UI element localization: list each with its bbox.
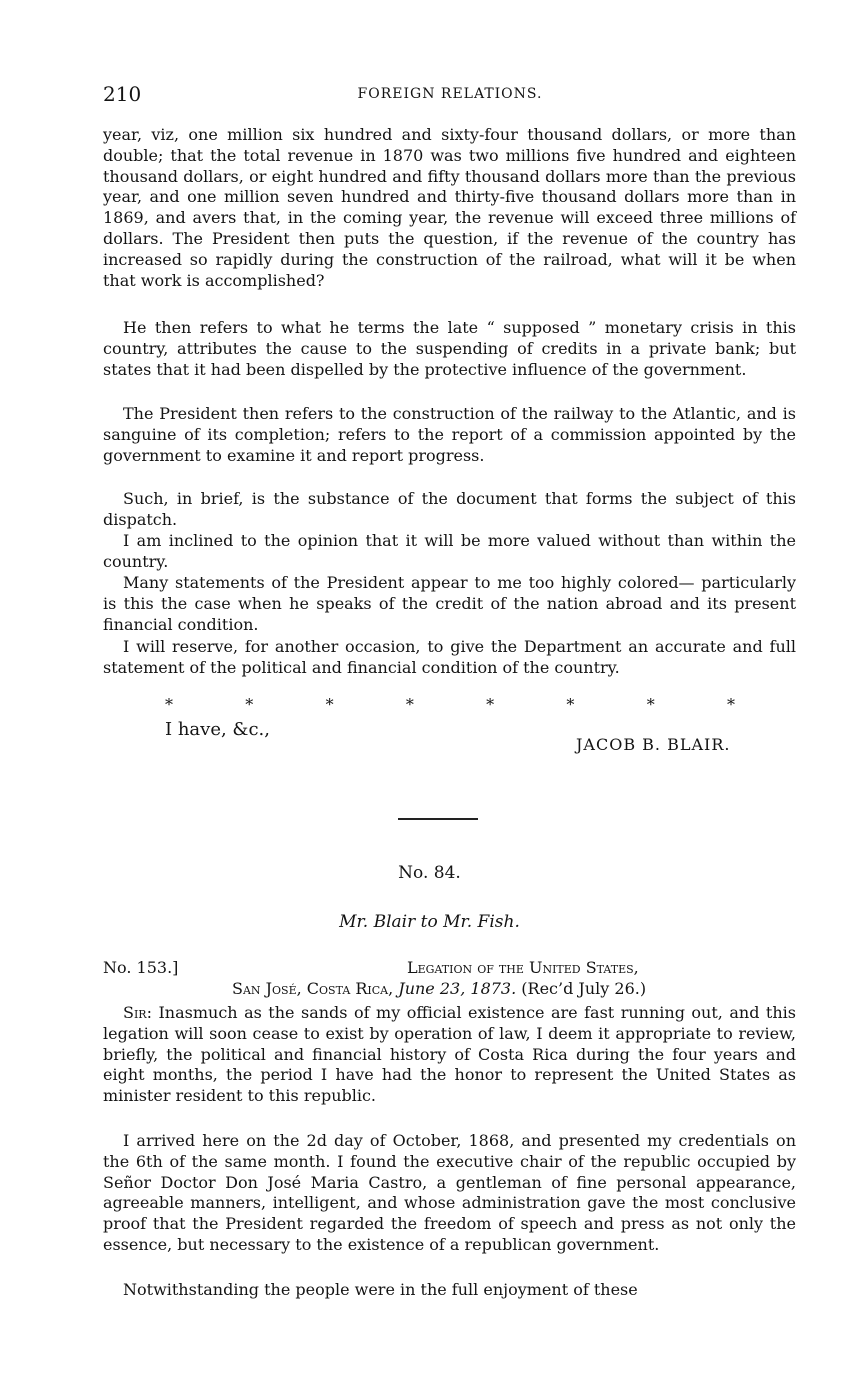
document-number: No. 84. bbox=[398, 863, 461, 883]
closing-line: I have, &c., bbox=[165, 719, 270, 740]
dateline-place: San José, Costa Rica, bbox=[232, 979, 394, 998]
dateline bbox=[232, 979, 646, 998]
paragraph-notwithstanding: Notwithstanding the people were in the full enjoyment of these bbox=[123, 1280, 638, 1299]
paragraph-reserve: I will reserve, for another occasion, to give the Department an accurate and full statement of the political and financial condition of the country. bbox=[103, 637, 796, 677]
paragraph-arrival: I arrived here on the 2d day of October, 1868, and presented my credentials on the 6th of the same month. I found the executive chair of the republic occupied by Señor Doctor Don José Maria Castro, a gentleman of fine personal appearance, agreeable manners, intelligent, and whose administration gave the most conclusive proof that the President regarded the freedom of speech and press as not only the essence, but necessary to the existence of a republican government. bbox=[103, 1131, 796, 1254]
star: * bbox=[646, 695, 655, 714]
paragraph-sir-text: Inasmuch as the sands of my official existence are fast running out, and this legation will soon cease to exist by operation of law, I deem it appropriate to review, briefly, the political and financial history of Costa Rica during the four years and eight months, the period I have had the honor to represent the United States as minister resident to this republic. bbox=[103, 1003, 796, 1106]
ellipsis-stars bbox=[165, 695, 735, 715]
paragraph-monetary-crisis: He then refers to what he terms the late “ supposed ” monetary crisis in this country, attributes the cause to the suspending of credits in a private bank; but states that it had been dispelled by the protective influence of the government. bbox=[103, 318, 796, 379]
star: * bbox=[405, 695, 414, 714]
received-note: (Rec’d July 26.) bbox=[521, 979, 647, 998]
star: * bbox=[165, 695, 173, 714]
paragraph-statements: Many statements of the President appear to me too highly colored— particularly is this the case when he speaks of the credit of the nation abroad and its present financial condition. bbox=[103, 573, 796, 634]
section-divider bbox=[398, 818, 478, 820]
legation-heading: Legation of the United States, bbox=[407, 958, 639, 977]
star: * bbox=[566, 695, 575, 714]
paragraph-opinion: I am inclined to the opinion that it will be more valued without than within the country. bbox=[103, 531, 796, 571]
signature: JACOB B. BLAIR. bbox=[576, 735, 731, 754]
paragraph-substance: Such, in brief, is the substance of the document that forms the subject of this dispatch. bbox=[103, 489, 796, 529]
star: * bbox=[245, 695, 254, 714]
paragraph-sir bbox=[103, 1003, 796, 1107]
dispatch-reference: No. 153.] bbox=[103, 958, 179, 977]
star: * bbox=[486, 695, 495, 714]
dateline-date: June 23, 1873. bbox=[398, 979, 517, 998]
page-header bbox=[103, 82, 797, 108]
running-title: FOREIGN RELATIONS. bbox=[357, 86, 543, 102]
star: * bbox=[325, 695, 334, 714]
star: * bbox=[726, 695, 735, 714]
paragraph-revenue: year, viz, one million six hundred and sixty-four thousand dollars, or more than double; that the total revenue in 1870 was two millions five hundred and eighteen thousand dollars, or eight hundred and fifty thousand dollars more than the previous year, and one million seven hundred and thirty-five thousand dollars more than in 1869, and avers that, in the coming year, the revenue will exceed three millions of dollars. The President then puts the question, if the revenue of the country has increased so rapidly during the construction of the railroad, what will it be when that work is accomplished? bbox=[103, 125, 796, 290]
salutation: Sir: bbox=[123, 1003, 152, 1022]
paragraph-railway: The President then refers to the construction of the railway to the Atlantic, and is sanguine of its completion; refers to the report of a commission appointed by the government to examine it and report progress. bbox=[103, 404, 796, 465]
page-number: 210 bbox=[103, 82, 142, 106]
document-title: Mr. Blair to Mr. Fish. bbox=[339, 912, 520, 932]
